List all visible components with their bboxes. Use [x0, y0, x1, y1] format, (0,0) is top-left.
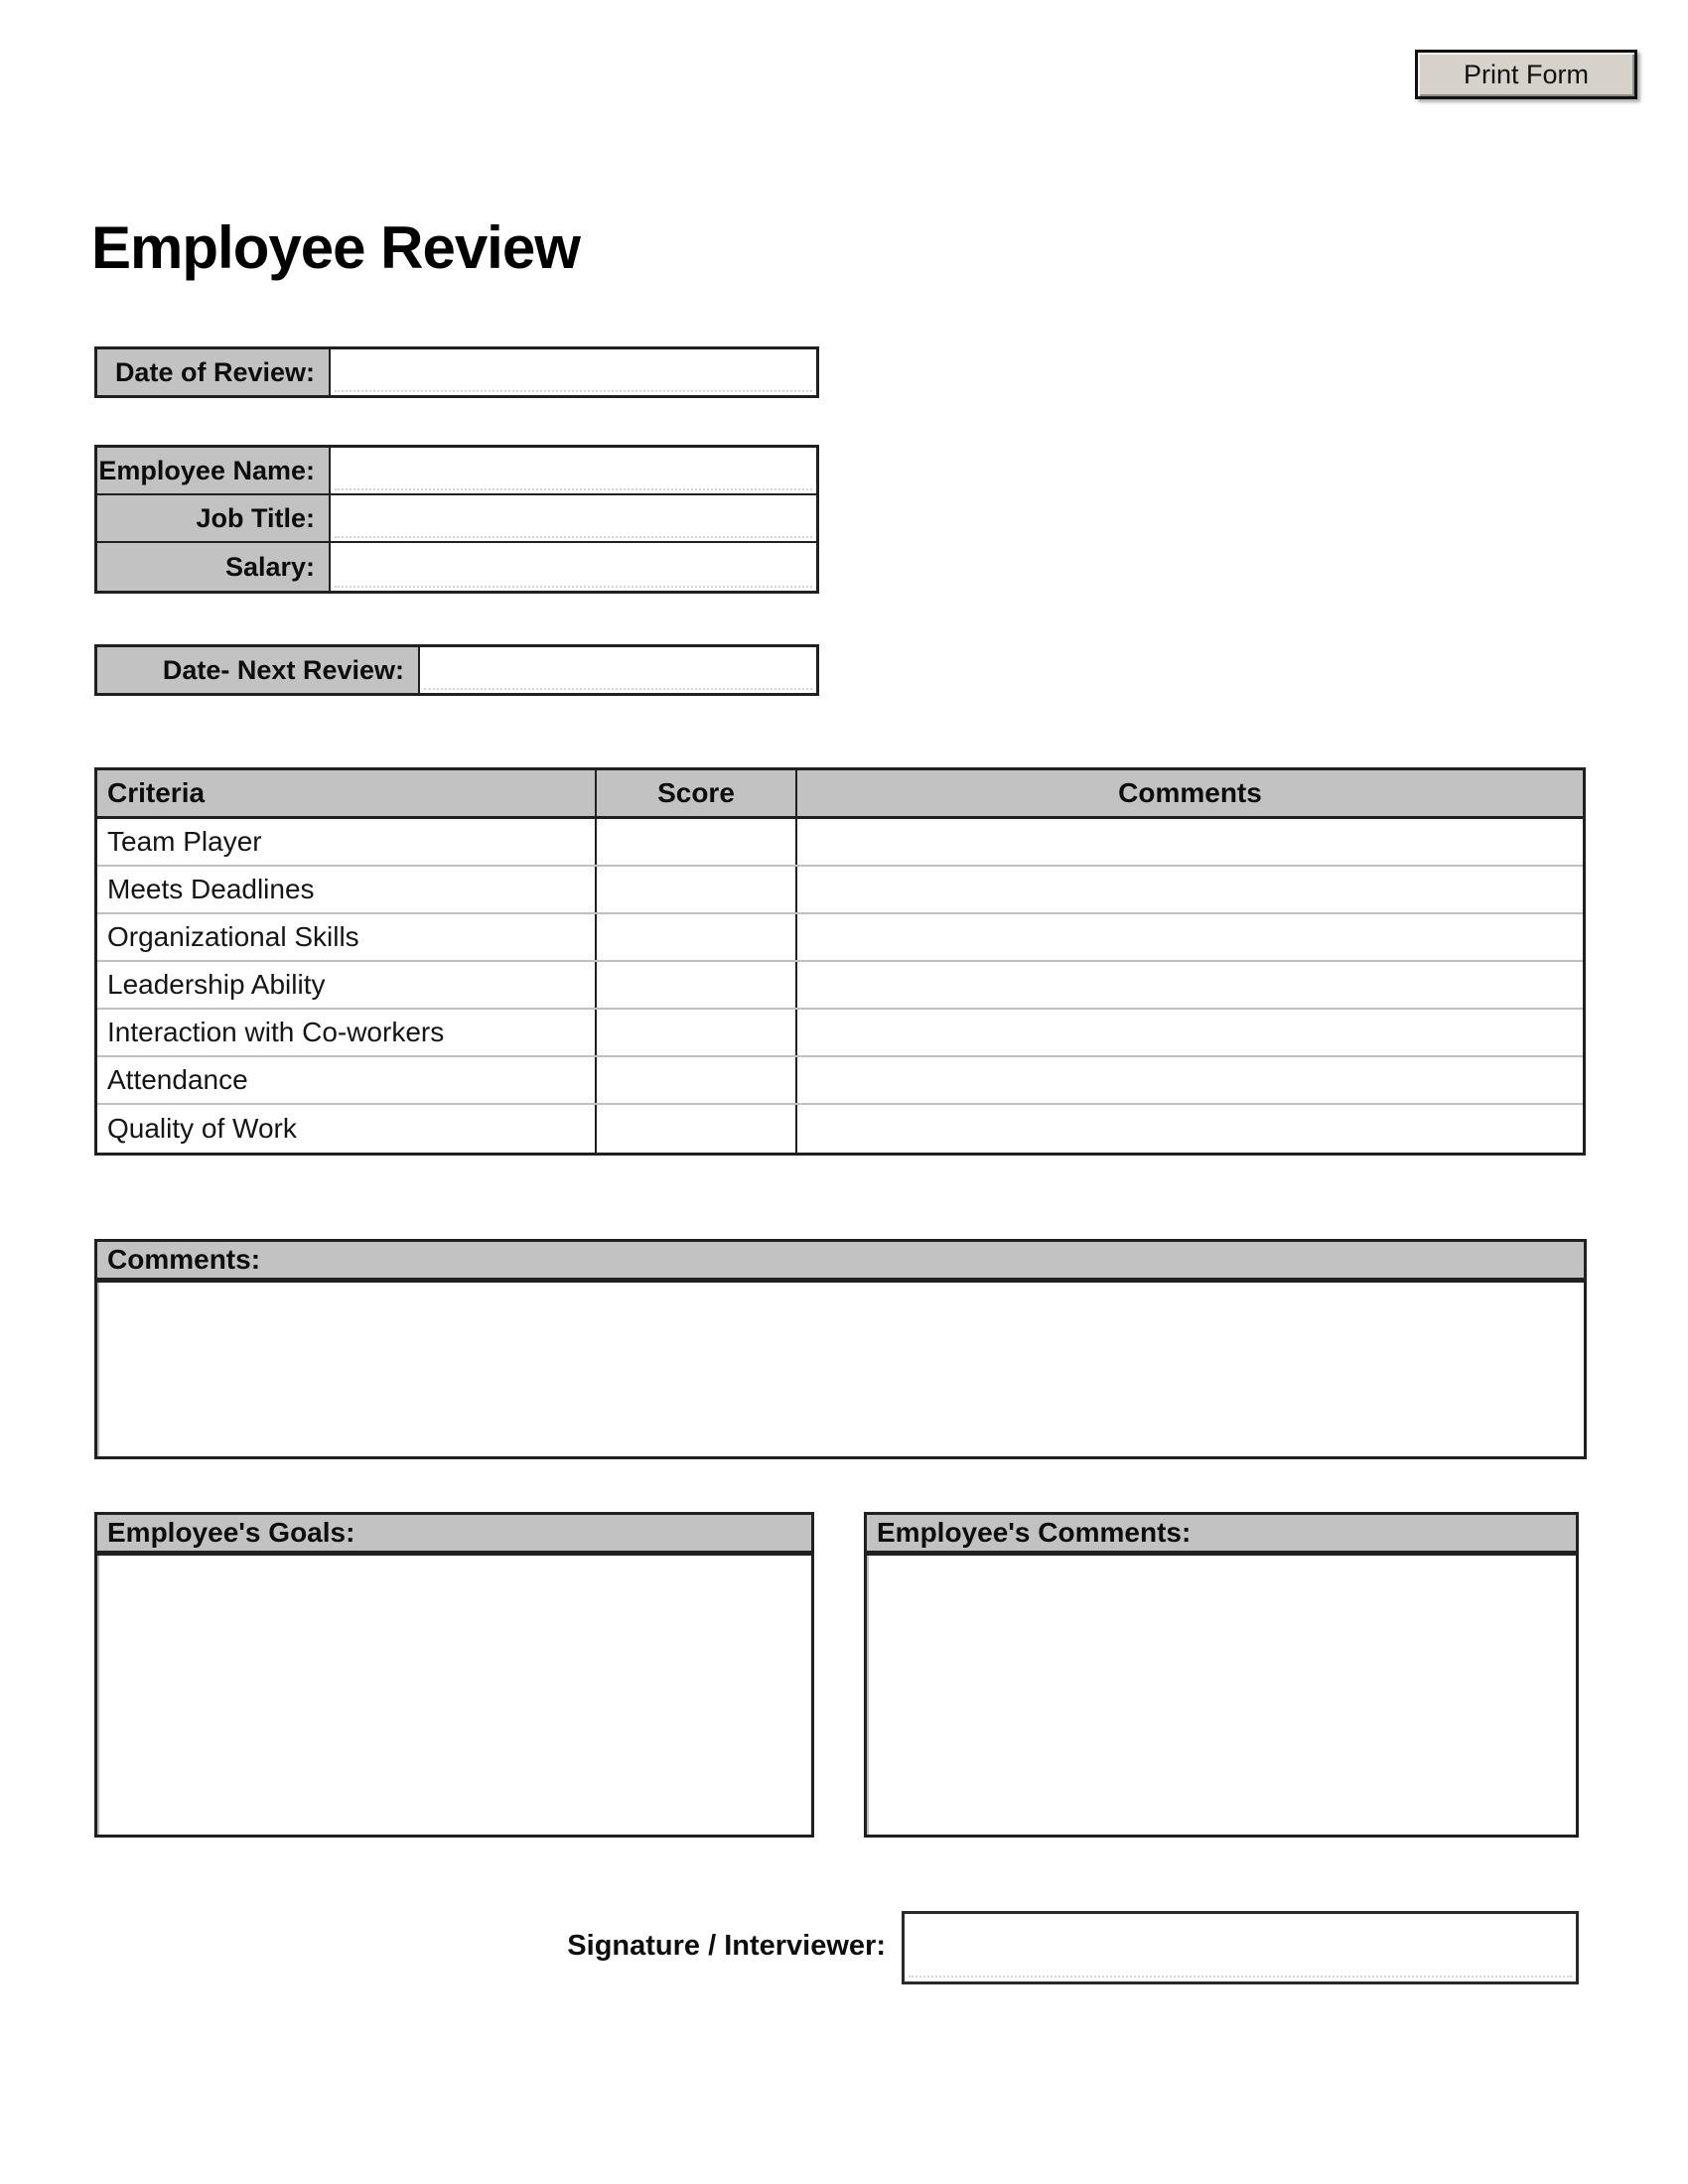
employee-comments-label: Employee's Comments: — [864, 1512, 1579, 1554]
score-input-cell[interactable] — [597, 962, 797, 1008]
comments-textarea[interactable] — [94, 1281, 1587, 1459]
comments-section-label: Comments: — [94, 1239, 1587, 1281]
score-input-cell[interactable] — [597, 867, 797, 912]
signature-interviewer-input[interactable] — [902, 1911, 1579, 1984]
employee-info-group — [94, 445, 819, 594]
date-next-review-row — [94, 644, 819, 696]
criteria-cell: Quality of Work — [97, 1105, 597, 1153]
criteria-cell: Interaction with Co-workers — [97, 1010, 597, 1055]
comment-input-cell[interactable] — [797, 867, 1583, 912]
date-next-review-input[interactable] — [420, 647, 816, 693]
signature-interviewer-label: Signature / Interviewer: — [567, 1930, 886, 1962]
comments-section — [94, 1239, 1587, 1459]
salary-row — [97, 543, 816, 591]
employee-name-row — [97, 448, 816, 495]
job-title-row — [97, 495, 816, 543]
salary-label: Salary: — [97, 543, 331, 591]
criteria-cell: Meets Deadlines — [97, 867, 597, 912]
score-input-cell[interactable] — [597, 819, 797, 865]
score-column-header: Score — [597, 770, 797, 816]
criteria-table — [94, 767, 1586, 1156]
score-input-cell[interactable] — [597, 1010, 797, 1055]
employee-goals-textarea[interactable] — [94, 1554, 814, 1838]
print-form-button[interactable]: Print Form — [1415, 50, 1637, 99]
table-row — [97, 914, 1583, 962]
employee-name-label: Employee Name: — [97, 448, 331, 493]
criteria-table-header — [97, 770, 1583, 819]
criteria-column-header: Criteria — [97, 770, 597, 816]
table-row — [97, 1105, 1583, 1153]
employee-comments-textarea[interactable] — [864, 1554, 1579, 1838]
table-row — [97, 1010, 1583, 1057]
table-row — [97, 819, 1583, 867]
date-of-review-row — [94, 346, 819, 398]
job-title-label: Job Title: — [97, 495, 331, 541]
salary-input[interactable] — [331, 543, 816, 591]
score-input-cell[interactable] — [597, 914, 797, 960]
score-input-cell[interactable] — [597, 1057, 797, 1103]
job-title-input[interactable] — [331, 495, 816, 541]
employee-goals-label: Employee's Goals: — [94, 1512, 814, 1554]
page-title: Employee Review — [91, 214, 580, 281]
comment-input-cell[interactable] — [797, 819, 1583, 865]
table-row — [97, 1057, 1583, 1105]
date-of-review-label: Date of Review: — [97, 349, 331, 395]
comment-input-cell[interactable] — [797, 962, 1583, 1008]
comment-input-cell[interactable] — [797, 914, 1583, 960]
comment-input-cell[interactable] — [797, 1010, 1583, 1055]
comment-input-cell[interactable] — [797, 1057, 1583, 1103]
score-input-cell[interactable] — [597, 1105, 797, 1153]
employee-goals-section — [94, 1512, 814, 1838]
criteria-cell: Leadership Ability — [97, 962, 597, 1008]
table-row — [97, 962, 1583, 1010]
criteria-cell: Organizational Skills — [97, 914, 597, 960]
date-next-review-label: Date- Next Review: — [97, 647, 420, 693]
employee-comments-section — [864, 1512, 1579, 1838]
criteria-cell: Team Player — [97, 819, 597, 865]
date-of-review-input[interactable] — [331, 349, 816, 395]
comments-column-header: Comments — [1118, 777, 1262, 808]
comment-input-cell[interactable] — [797, 1105, 1583, 1153]
criteria-cell: Attendance — [97, 1057, 597, 1103]
table-row — [97, 867, 1583, 914]
employee-name-input[interactable] — [331, 448, 816, 493]
